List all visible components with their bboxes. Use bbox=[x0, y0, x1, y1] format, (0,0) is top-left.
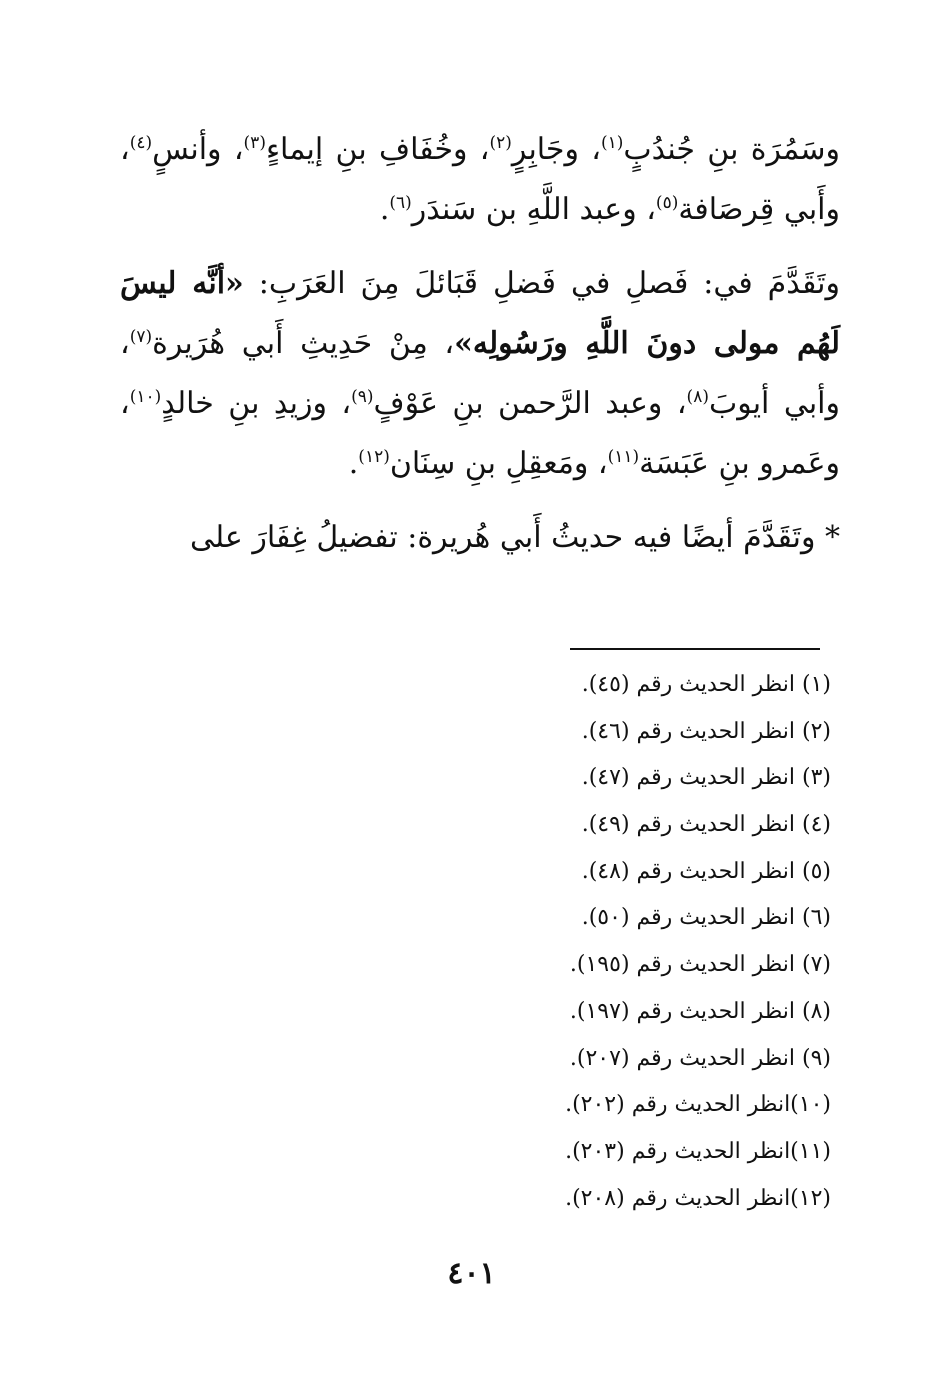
footnote-marker: (٧) bbox=[129, 327, 153, 347]
footnote-marker: (٦) bbox=[389, 193, 412, 213]
footnotes-list bbox=[565, 662, 831, 1222]
paragraph-mawla-hadith bbox=[120, 254, 840, 494]
text-run: ، ومَعقِلِ بنِ سِنَان bbox=[389, 446, 608, 481]
footnote-separator bbox=[570, 648, 820, 650]
text-run: ، وعَمرو بنِ عَبَسَة bbox=[120, 386, 840, 481]
footnote-marker: (٩) bbox=[351, 387, 374, 407]
footnote: (٣) انظر الحديث رقم (٤٧). bbox=[581, 765, 831, 791]
text-run: ، وزيدِ بنِ خالدٍ bbox=[161, 386, 352, 421]
footnote-marker: (١١) bbox=[607, 447, 640, 467]
footnote-marker: (٢) bbox=[489, 133, 512, 153]
footnote-marker: (٣) bbox=[243, 133, 266, 153]
footnote: (١٠)انظر الحديث رقم (٢٠٢). bbox=[565, 1092, 831, 1118]
page-number: ٤٠١ bbox=[447, 1256, 496, 1291]
main-text bbox=[120, 120, 840, 568]
footnote-marker: (١٢) bbox=[358, 447, 390, 467]
footnote-marker: (١٠) bbox=[129, 387, 162, 407]
text-run: ، وعبد اللَّهِ بن سَندَر bbox=[411, 192, 656, 227]
footnote: (١) انظر الحديث رقم (٤٥). bbox=[581, 672, 831, 697]
footnote: (٦) انظر الحديث رقم (٥٠). bbox=[581, 905, 831, 931]
text-run: ، وجَابِرٍ bbox=[511, 132, 601, 167]
text-run: ، مِنْ حَدِيثِ أَبي هُرَيرة bbox=[152, 326, 455, 361]
footnote-marker: (٨) bbox=[686, 387, 709, 407]
text-run: ، وعبد الرَّحمن بنِ عَوْفٍ bbox=[373, 386, 687, 421]
text-run: وسَمُرَة بنِ جُندُبٍ bbox=[623, 132, 841, 167]
quoted-hadith-text: «أنَّه ليسَ لَهُم مولى دونَ اللَّهِ ورَسُولِه» bbox=[120, 266, 840, 361]
paragraph-ghifar bbox=[120, 508, 840, 568]
footnote: (٢) انظر الحديث رقم (٤٦). bbox=[581, 718, 831, 744]
text-run: ، وأنسٍ bbox=[152, 132, 244, 167]
footnote: (٧) انظر الحديث رقم (١٩٥). bbox=[569, 952, 831, 978]
text-run: . bbox=[348, 446, 359, 481]
footnote-marker: (٥) bbox=[655, 193, 679, 213]
footnote: (١٢)انظر الحديث رقم (٢٠٨). bbox=[565, 1185, 831, 1211]
footnote-marker: (١) bbox=[600, 133, 624, 153]
footnote: (٨) انظر الحديث رقم (١٩٧). bbox=[569, 998, 831, 1024]
footnote: (٤) انظر الحديث رقم (٤٩). bbox=[581, 812, 831, 838]
footnote: (٩) انظر الحديث رقم (٢٠٧). bbox=[569, 1045, 831, 1071]
text-run: . bbox=[379, 192, 390, 227]
footnote: (٥) انظر الحديث رقم (٤٨). bbox=[581, 858, 831, 884]
paragraph-narrators bbox=[120, 120, 840, 240]
footnote: (١١)انظر الحديث رقم (٢٠٣). bbox=[565, 1138, 831, 1164]
text-run: ، وأَبي قِرصَافة bbox=[120, 132, 840, 227]
footnote-marker: (٤) bbox=[129, 133, 153, 153]
text-run: * وتَقَدَّمَ أيضًا فيه حديثُ أَبي هُريرة: تفضيلُ غِفَارَ على bbox=[189, 520, 840, 555]
text-run: وتَقَدَّمَ في: فَصلِ في فَضلِ قَبَائلَ مِنَ العَرَبِ: bbox=[243, 266, 840, 301]
text-run: ، وخُفَافِ بنِ إيماءٍ bbox=[265, 132, 490, 167]
text-run: ، وأبي أيوبَ bbox=[120, 326, 841, 421]
